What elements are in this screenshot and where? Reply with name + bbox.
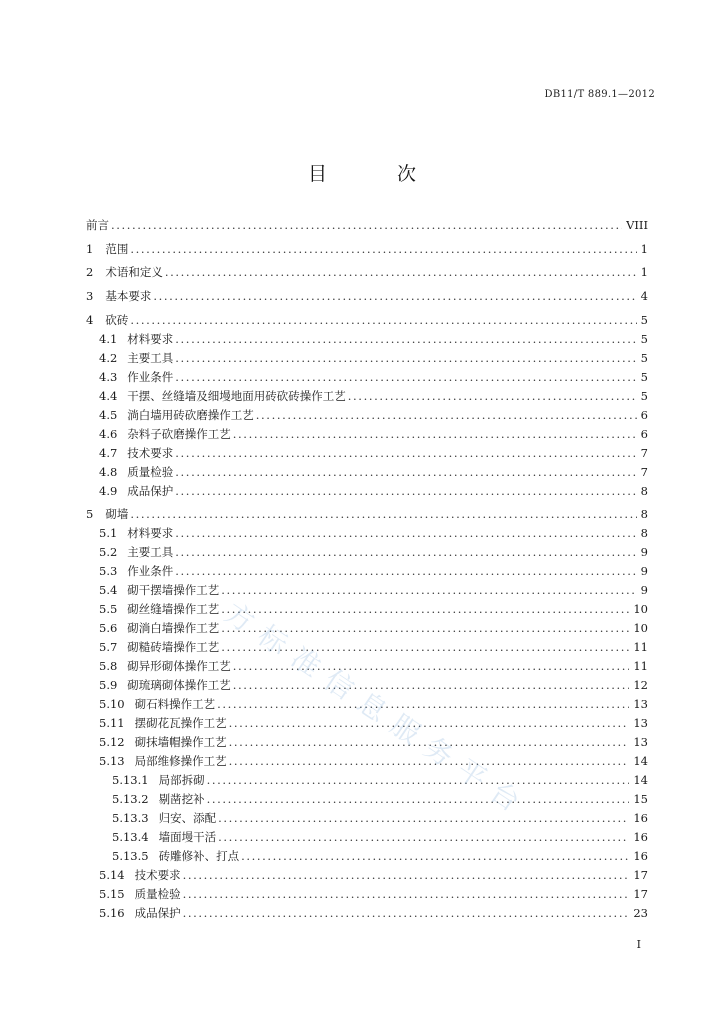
toc-entry-number: 4.8: [99, 464, 118, 479]
toc-entry-label: 归安、添配: [158, 811, 217, 826]
toc-entry-page: 16: [633, 830, 648, 845]
toc-entry-page: 8: [640, 526, 648, 541]
toc-entry-number: 5.3: [99, 564, 118, 579]
toc-entry-page: 5: [640, 388, 648, 403]
toc-entry-number: 4: [86, 312, 94, 327]
toc-entry-label: 质量检验: [127, 464, 174, 479]
toc-entry[interactable]: [86, 543, 648, 562]
toc-entry-number: 4.1: [99, 331, 118, 346]
toc-leader-dots: [183, 866, 630, 885]
toc-leader-dots: [175, 463, 636, 482]
toc-entry-label: 摆砌花瓦操作工艺: [134, 716, 227, 731]
toc-entry[interactable]: [86, 330, 648, 349]
page-title: 目 次: [307, 163, 449, 185]
toc-entry[interactable]: [86, 216, 648, 235]
toc-leader-dots: [233, 676, 630, 695]
toc-entry-label: 杂料子砍磨操作工艺: [127, 426, 231, 441]
toc-entry[interactable]: [86, 311, 648, 330]
toc-entry-page: 4: [640, 289, 648, 304]
toc-entry-number: 5.2: [99, 545, 118, 560]
toc-entry-label: 砌墙: [105, 507, 129, 522]
toc-entry[interactable]: [86, 657, 648, 676]
toc-leader-dots: [153, 287, 636, 306]
toc-entry[interactable]: [86, 638, 648, 657]
toc-entry-number: 3: [86, 289, 94, 304]
toc-entry-page: 7: [640, 445, 648, 460]
toc-entry[interactable]: [86, 562, 648, 581]
toc-entry-label: 干摆、丝缝墙及细墁地面用砖砍砖操作工艺: [127, 388, 346, 403]
toc-entry-page: 5: [640, 350, 648, 365]
toc-entry[interactable]: [86, 425, 648, 444]
toc-entry-label: 砌干摆墙操作工艺: [127, 583, 220, 598]
toc-entry-page: 11: [633, 640, 648, 655]
toc-entry-number: 5.16: [99, 906, 125, 921]
toc-leader-dots: [130, 505, 636, 524]
toc-leader-dots: [175, 349, 636, 368]
toc-leader-dots: [183, 904, 630, 923]
toc-entry-page: 9: [640, 564, 648, 579]
toc-leader-dots: [175, 524, 636, 543]
toc-entry[interactable]: [86, 444, 648, 463]
toc-entry-label: 材料要求: [127, 331, 174, 346]
toc-entry[interactable]: [86, 904, 648, 923]
toc-entry-number: 5.13.1: [112, 773, 149, 788]
toc-entry-page: 15: [633, 792, 648, 807]
toc-entry-page: 13: [633, 716, 648, 731]
toc-entry-label: 砌石料操作工艺: [134, 697, 216, 712]
toc-entry-label: 主要工具: [127, 350, 174, 365]
toc-entry-page: 8: [640, 483, 648, 498]
toc-entry[interactable]: [86, 387, 648, 406]
toc-entry-number: 5.6: [99, 621, 118, 636]
toc-entry-number: 5.15: [99, 887, 125, 902]
toc-entry[interactable]: [86, 482, 648, 501]
toc-entry-number: 5.7: [99, 640, 118, 655]
toc-entry-label: 砌糙砖墙操作工艺: [127, 640, 220, 655]
toc-entry-page: 1: [640, 265, 648, 280]
toc-entry-label: 成品保护: [134, 906, 181, 921]
toc-entry-number: 5.8: [99, 659, 118, 674]
toc-entry[interactable]: [86, 619, 648, 638]
toc-leader-dots: [348, 387, 637, 406]
toc-entry-label: 术语和定义: [105, 265, 163, 280]
toc-entry[interactable]: [86, 676, 648, 695]
toc-entry-page: 13: [633, 735, 648, 750]
toc-entry-number: 2: [86, 265, 94, 280]
toc-entry[interactable]: [86, 505, 648, 524]
toc-entry-number: 5.11: [99, 716, 125, 731]
toc-entry-number: 5.1: [99, 526, 118, 541]
toc-entry-number: 1: [86, 241, 94, 256]
toc-entry-page: 9: [640, 583, 648, 598]
footer-page-number: I: [636, 938, 641, 951]
toc-entry[interactable]: [86, 600, 648, 619]
toc-entry[interactable]: [86, 406, 648, 425]
toc-entry-page: 14: [633, 773, 648, 788]
toc-leader-dots: [229, 714, 630, 733]
table-of-contents: [86, 216, 648, 923]
toc-entry-number: 4.6: [99, 426, 118, 441]
toc-entry-page: 10: [633, 602, 648, 617]
toc-entry-number: 5: [86, 507, 94, 522]
toc-entry-number: 5.13.3: [112, 811, 149, 826]
toc-entry-label: 砌琉璃砌体操作工艺: [127, 678, 231, 693]
toc-entry-page: 16: [633, 849, 648, 864]
toc-leader-dots: [221, 638, 629, 657]
toc-leader-dots: [207, 771, 630, 790]
toc-entry-page: 10: [633, 621, 648, 636]
toc-entry-page: 1: [640, 241, 648, 256]
toc-leader-dots: [175, 543, 636, 562]
toc-entry-number: 5.4: [99, 583, 118, 598]
toc-leader-dots: [183, 885, 630, 904]
toc-entry-number: 5.13.4: [112, 830, 149, 845]
toc-leader-dots: [229, 752, 630, 771]
toc-entry-page: VIII: [626, 218, 648, 232]
toc-entry-label: 技术要求: [134, 868, 181, 883]
toc-entry-page: 6: [640, 426, 648, 441]
toc-leader-dots: [175, 444, 636, 463]
toc-entry-page: 7: [640, 464, 648, 479]
toc-entry-label: 砍砖: [105, 312, 129, 327]
toc-entry-label: 范围: [105, 241, 129, 256]
toc-leader-dots: [221, 581, 636, 600]
toc-entry-number: 5.9: [99, 678, 118, 693]
toc-entry[interactable]: [86, 866, 648, 885]
toc-entry-number: 5.10: [99, 697, 125, 712]
toc-entry-label: 砌抹墙帽操作工艺: [134, 735, 227, 750]
toc-entry-page: 5: [640, 369, 648, 384]
toc-entry[interactable]: [86, 240, 648, 259]
toc-leader-dots: [130, 311, 636, 330]
toc-entry-page: 6: [640, 407, 648, 422]
toc-entry-label: 成品保护: [127, 483, 174, 498]
toc-entry-page: 5: [640, 312, 648, 327]
toc-leader-dots: [175, 368, 636, 387]
toc-entry[interactable]: [86, 733, 648, 752]
toc-leader-dots: [221, 600, 629, 619]
toc-leader-dots: [111, 216, 622, 235]
toc-entry-page: 9: [640, 545, 648, 560]
toc-entry[interactable]: [86, 463, 648, 482]
toc-leader-dots: [175, 330, 636, 349]
toc-leader-dots: [241, 847, 629, 866]
toc-entry[interactable]: [86, 847, 648, 866]
toc-entry-page: 13: [633, 697, 648, 712]
toc-entry[interactable]: [86, 771, 648, 790]
toc-entry-page: 5: [640, 331, 648, 346]
toc-entry-label: 砖雕修补、打点: [158, 849, 240, 864]
toc-entry-label: 质量检验: [134, 887, 181, 902]
toc-entry[interactable]: [86, 287, 648, 306]
toc-entry-label: 砌异形砌体操作工艺: [127, 659, 231, 674]
toc-entry-number: 5.13.5: [112, 849, 149, 864]
toc-entry-number: 4.7: [99, 445, 118, 460]
toc-entry-label: 作业条件: [127, 564, 174, 579]
toc-entry-label: 作业条件: [127, 369, 174, 384]
toc-entry[interactable]: [86, 828, 648, 847]
toc-entry-number: 5.13.2: [112, 792, 149, 807]
toc-entry-number: 4.9: [99, 483, 118, 498]
toc-entry[interactable]: [86, 885, 648, 904]
toc-entry-label: 局部维修操作工艺: [134, 754, 227, 769]
toc-entry-page: 8: [640, 507, 648, 522]
toc-leader-dots: [229, 733, 630, 752]
toc-entry[interactable]: [86, 524, 648, 543]
toc-entry[interactable]: [86, 695, 648, 714]
toc-entry-label: 技术要求: [127, 445, 174, 460]
toc-leader-dots: [221, 619, 629, 638]
toc-entry-number: 5.14: [99, 868, 125, 883]
toc-entry-page: 12: [633, 678, 648, 693]
toc-entry[interactable]: [86, 368, 648, 387]
toc-entry[interactable]: [86, 581, 648, 600]
toc-entry-number: 4.5: [99, 407, 118, 422]
toc-entry-label: 基本要求: [105, 289, 152, 304]
toc-entry-label: 淌白墙用砖砍磨操作工艺: [127, 407, 254, 422]
toc-leader-dots: [165, 263, 637, 282]
toc-leader-dots: [130, 240, 636, 259]
toc-entry-label: 砌丝缝墙操作工艺: [127, 602, 220, 617]
toc-entry-label: 前言: [86, 218, 109, 232]
toc-leader-dots: [256, 406, 637, 425]
toc-entry[interactable]: [86, 714, 648, 733]
toc-leader-dots: [218, 828, 629, 847]
toc-entry-label: 砌淌白墙操作工艺: [127, 621, 220, 636]
toc-entry-page: 17: [633, 887, 648, 902]
watermark: 方标准信息服务平台: [218, 596, 536, 825]
toc-entry[interactable]: [86, 809, 648, 828]
toc-entry-page: 14: [633, 754, 648, 769]
toc-entry[interactable]: [86, 263, 648, 282]
toc-entry[interactable]: [86, 790, 648, 809]
toc-entry-number: 5.13: [99, 754, 125, 769]
toc-entry-label: 主要工具: [127, 545, 174, 560]
toc-entry-page: 16: [633, 811, 648, 826]
toc-leader-dots: [217, 695, 629, 714]
toc-entry-page: 23: [633, 906, 648, 921]
toc-leader-dots: [175, 482, 636, 501]
toc-entry-label: 局部拆砌: [158, 773, 205, 788]
toc-leader-dots: [233, 657, 630, 676]
toc-entry-label: 剔凿挖补: [158, 792, 205, 807]
toc-entry-page: 17: [633, 868, 648, 883]
toc-entry-number: 4.4: [99, 388, 118, 403]
toc-entry-page: 11: [633, 659, 648, 674]
toc-entry-label: 墙面墁干活: [158, 830, 217, 845]
toc-leader-dots: [175, 562, 636, 581]
toc-leader-dots: [233, 425, 637, 444]
toc-entry-number: 4.3: [99, 369, 118, 384]
toc-entry-label: 材料要求: [127, 526, 174, 541]
toc-entry[interactable]: [86, 752, 648, 771]
toc-entry-number: 5.12: [99, 735, 125, 750]
toc-entry-number: 5.5: [99, 602, 118, 617]
toc-leader-dots: [207, 790, 630, 809]
toc-entry-number: 4.2: [99, 350, 118, 365]
toc-entry[interactable]: [86, 349, 648, 368]
toc-leader-dots: [218, 809, 629, 828]
document-code: DB11/T 889.1—2012: [544, 89, 655, 100]
